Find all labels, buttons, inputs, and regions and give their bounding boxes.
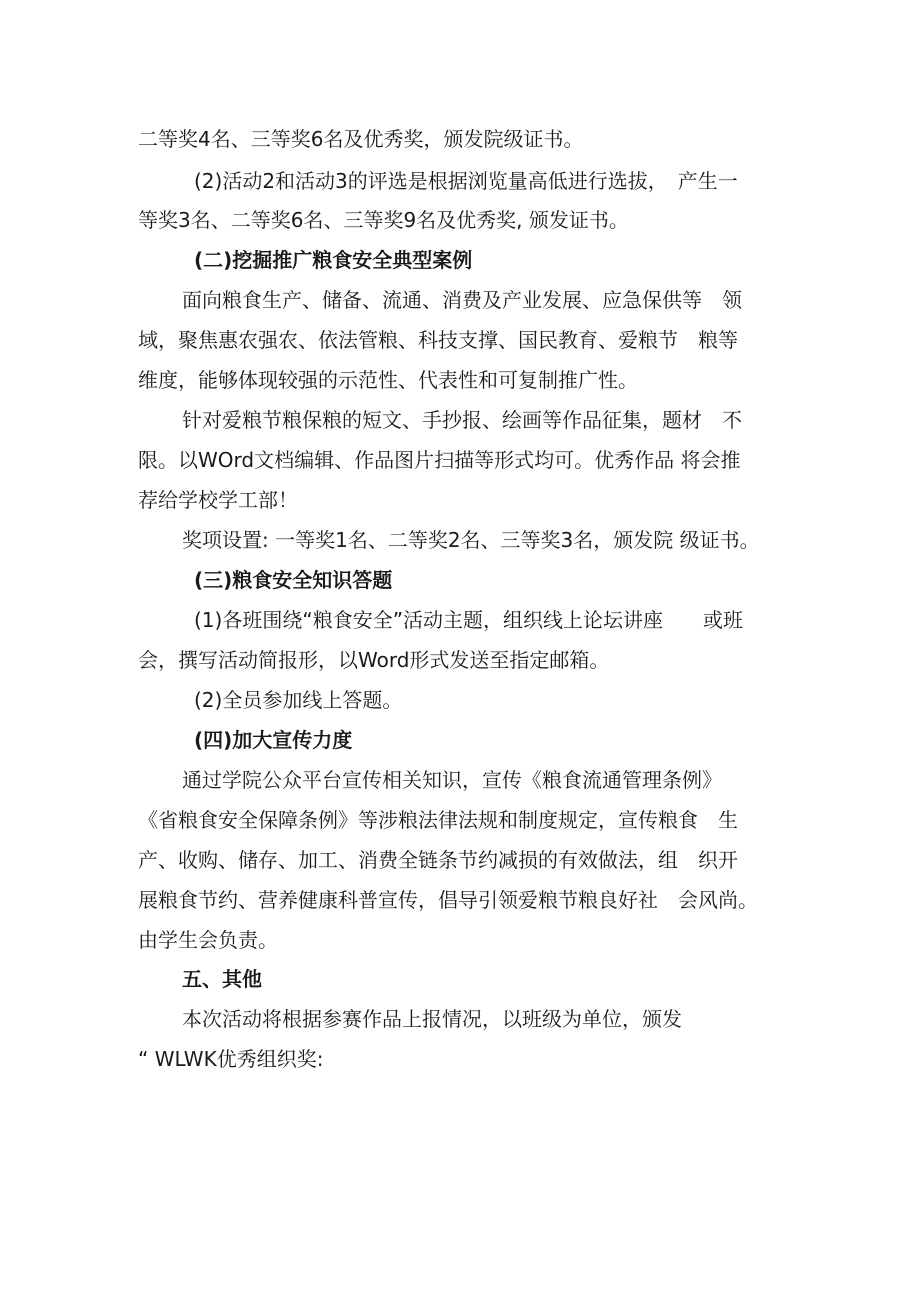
paragraph-line: (1)各班围绕“粮食安全”活动主题，组织线上论坛讲座 或班 <box>194 608 744 632</box>
paragraph-line: 荐给学校学工部！ <box>138 488 298 512</box>
paragraph-line: 展粮食节约、营养健康科普宣传，倡导引领爱粮节粮良好社 会风尚。 <box>138 888 758 912</box>
paragraph-line: 产、收购、储存、加工、消费全链条节约减损的有效做法，组 织开 <box>138 848 738 872</box>
paragraph-line: (2)全员参加线上答题。 <box>194 688 403 712</box>
section-heading: (四)加大宣传力度 <box>194 728 353 752</box>
paragraph-line: 域，聚焦惠农强农、依法管粮、科技支撑、国民教育、爱粮节 粮等 <box>138 328 738 352</box>
paragraph-line: 维度，能够体现较强的示范性、代表性和可复制推广性。 <box>138 368 638 392</box>
paragraph-line: 针对爱粮节粮保粮的短文、手抄报、绘画等作品征集，题材 不 <box>182 408 742 432</box>
paragraph-line: 本次活动将根据参赛作品上报情况，以班级为单位，颁发 <box>182 1007 682 1031</box>
section-heading: (三)粮食安全知识答题 <box>194 568 393 592</box>
paragraph-line: “ WLWK优秀组织奖: <box>138 1047 324 1071</box>
paragraph-line: 奖项设置: 一等奖1名、二等奖2名、三等奖3名，颁发院 级证书。 <box>182 528 760 552</box>
section-heading: 五、其他 <box>182 967 262 991</box>
paragraph-line: 二等奖4名、三等奖6名及优秀奖，颁发院级证书。 <box>138 127 584 151</box>
paragraph-line: 面向粮食生产、储备、流通、消费及产业发展、应急保供等 领 <box>182 288 742 312</box>
paragraph-line: (2)活动2和活动3的评选是根据浏览量高低进行选拔， 产生一 <box>194 169 738 193</box>
paragraph-line: 会，撰写活动简报形，以Word形式发送至指定邮箱。 <box>138 648 610 672</box>
paragraph-line: 等奖3名、二等奖6名、三等奖9名及优秀奖, 颁发证书。 <box>138 208 629 232</box>
paragraph-line: 由学生会负责。 <box>138 928 278 952</box>
paragraph-line: 限。以WOrd文档编辑、作品图片扫描等形式均可。优秀作品 将会推 <box>138 448 741 472</box>
paragraph-line: 《省粮食安全保障条例》等涉粮法律法规和制度规定，宣传粮食 生 <box>138 808 738 832</box>
paragraph-line: 通过学院公众平台宣传相关知识，宣传《粮食流通管理条例》 <box>182 768 722 792</box>
section-heading: (二)挖掘推广粮食安全典型案例 <box>194 248 473 272</box>
